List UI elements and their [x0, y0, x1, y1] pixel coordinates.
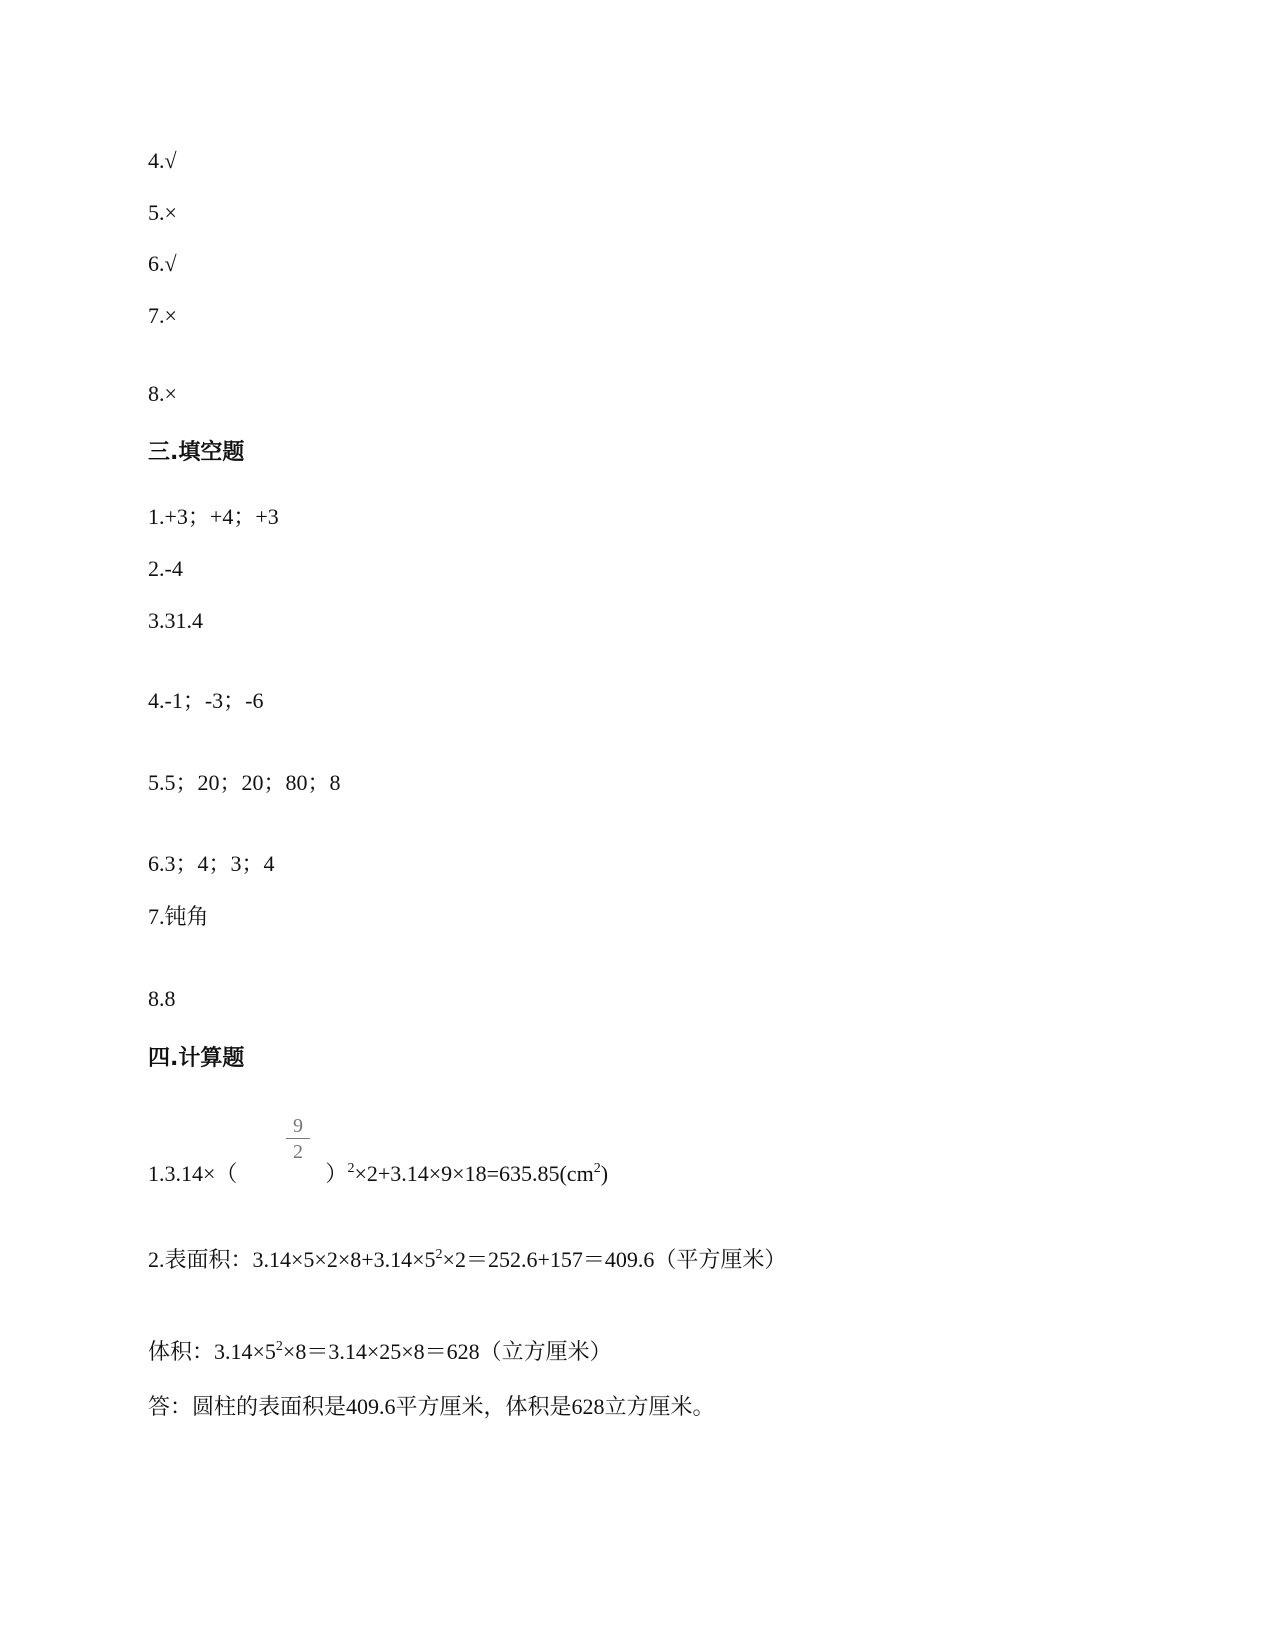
fraction-bar	[286, 1138, 310, 1139]
calc-line-2	[148, 1249, 786, 1271]
calc-2-suffix: ×2＝252.6+157＝409.6（平方厘米）	[442, 1247, 787, 1272]
calc-line-1	[148, 1163, 608, 1185]
answer-line: 4.-1；-3；-6	[148, 688, 264, 713]
fraction-numerator: 9	[293, 1115, 303, 1137]
answer-line: 5.5；20；20；80；8	[148, 770, 341, 795]
answer-line: 8.×	[148, 381, 177, 406]
calc-1-close: ）	[325, 1161, 348, 1186]
answer-line: 8.8	[148, 986, 176, 1011]
answer-line: 1.+3；+4；+3	[148, 504, 279, 529]
answer-line: 3.31.4	[148, 608, 203, 633]
fraction	[286, 1116, 310, 1162]
answer-line: 6.3；4；3；4	[148, 851, 275, 876]
volume-exponent: 2	[275, 1339, 283, 1354]
section-title: 三.填空题	[148, 440, 245, 465]
calc-1-unit-exponent: 2	[593, 1161, 601, 1176]
volume-suffix: ×8＝3.14×25×8＝628（立方厘米）	[282, 1339, 612, 1364]
calc-1-middle: ×2+3.14×9×18=635.85(cm	[354, 1161, 594, 1186]
answer-line: 4.√	[148, 148, 177, 173]
answer-line: 5.×	[148, 200, 177, 225]
calc-1-exponent: 2	[347, 1161, 355, 1176]
section-title: 四.计算题	[148, 1046, 245, 1071]
calc-1-prefix: 1.3.14×（	[148, 1161, 238, 1186]
answer-line: 6.√	[148, 251, 177, 276]
calc-2-exponent: 2	[435, 1247, 443, 1262]
fraction-denominator: 2	[293, 1141, 303, 1163]
calc-1-end: )	[600, 1161, 609, 1186]
volume-prefix: 体积：3.14×5	[148, 1339, 276, 1364]
answer-line: 2.-4	[148, 556, 183, 581]
answer-sentence: 答：圆柱的表面积是409.6平方厘米，体积是628立方厘米。	[148, 1394, 715, 1419]
answer-line: 7.钝角	[148, 904, 209, 929]
answer-line: 7.×	[148, 303, 177, 328]
volume-line	[148, 1341, 612, 1363]
calc-2-prefix: 2.表面积：3.14×5×2×8+3.14×5	[148, 1247, 436, 1272]
